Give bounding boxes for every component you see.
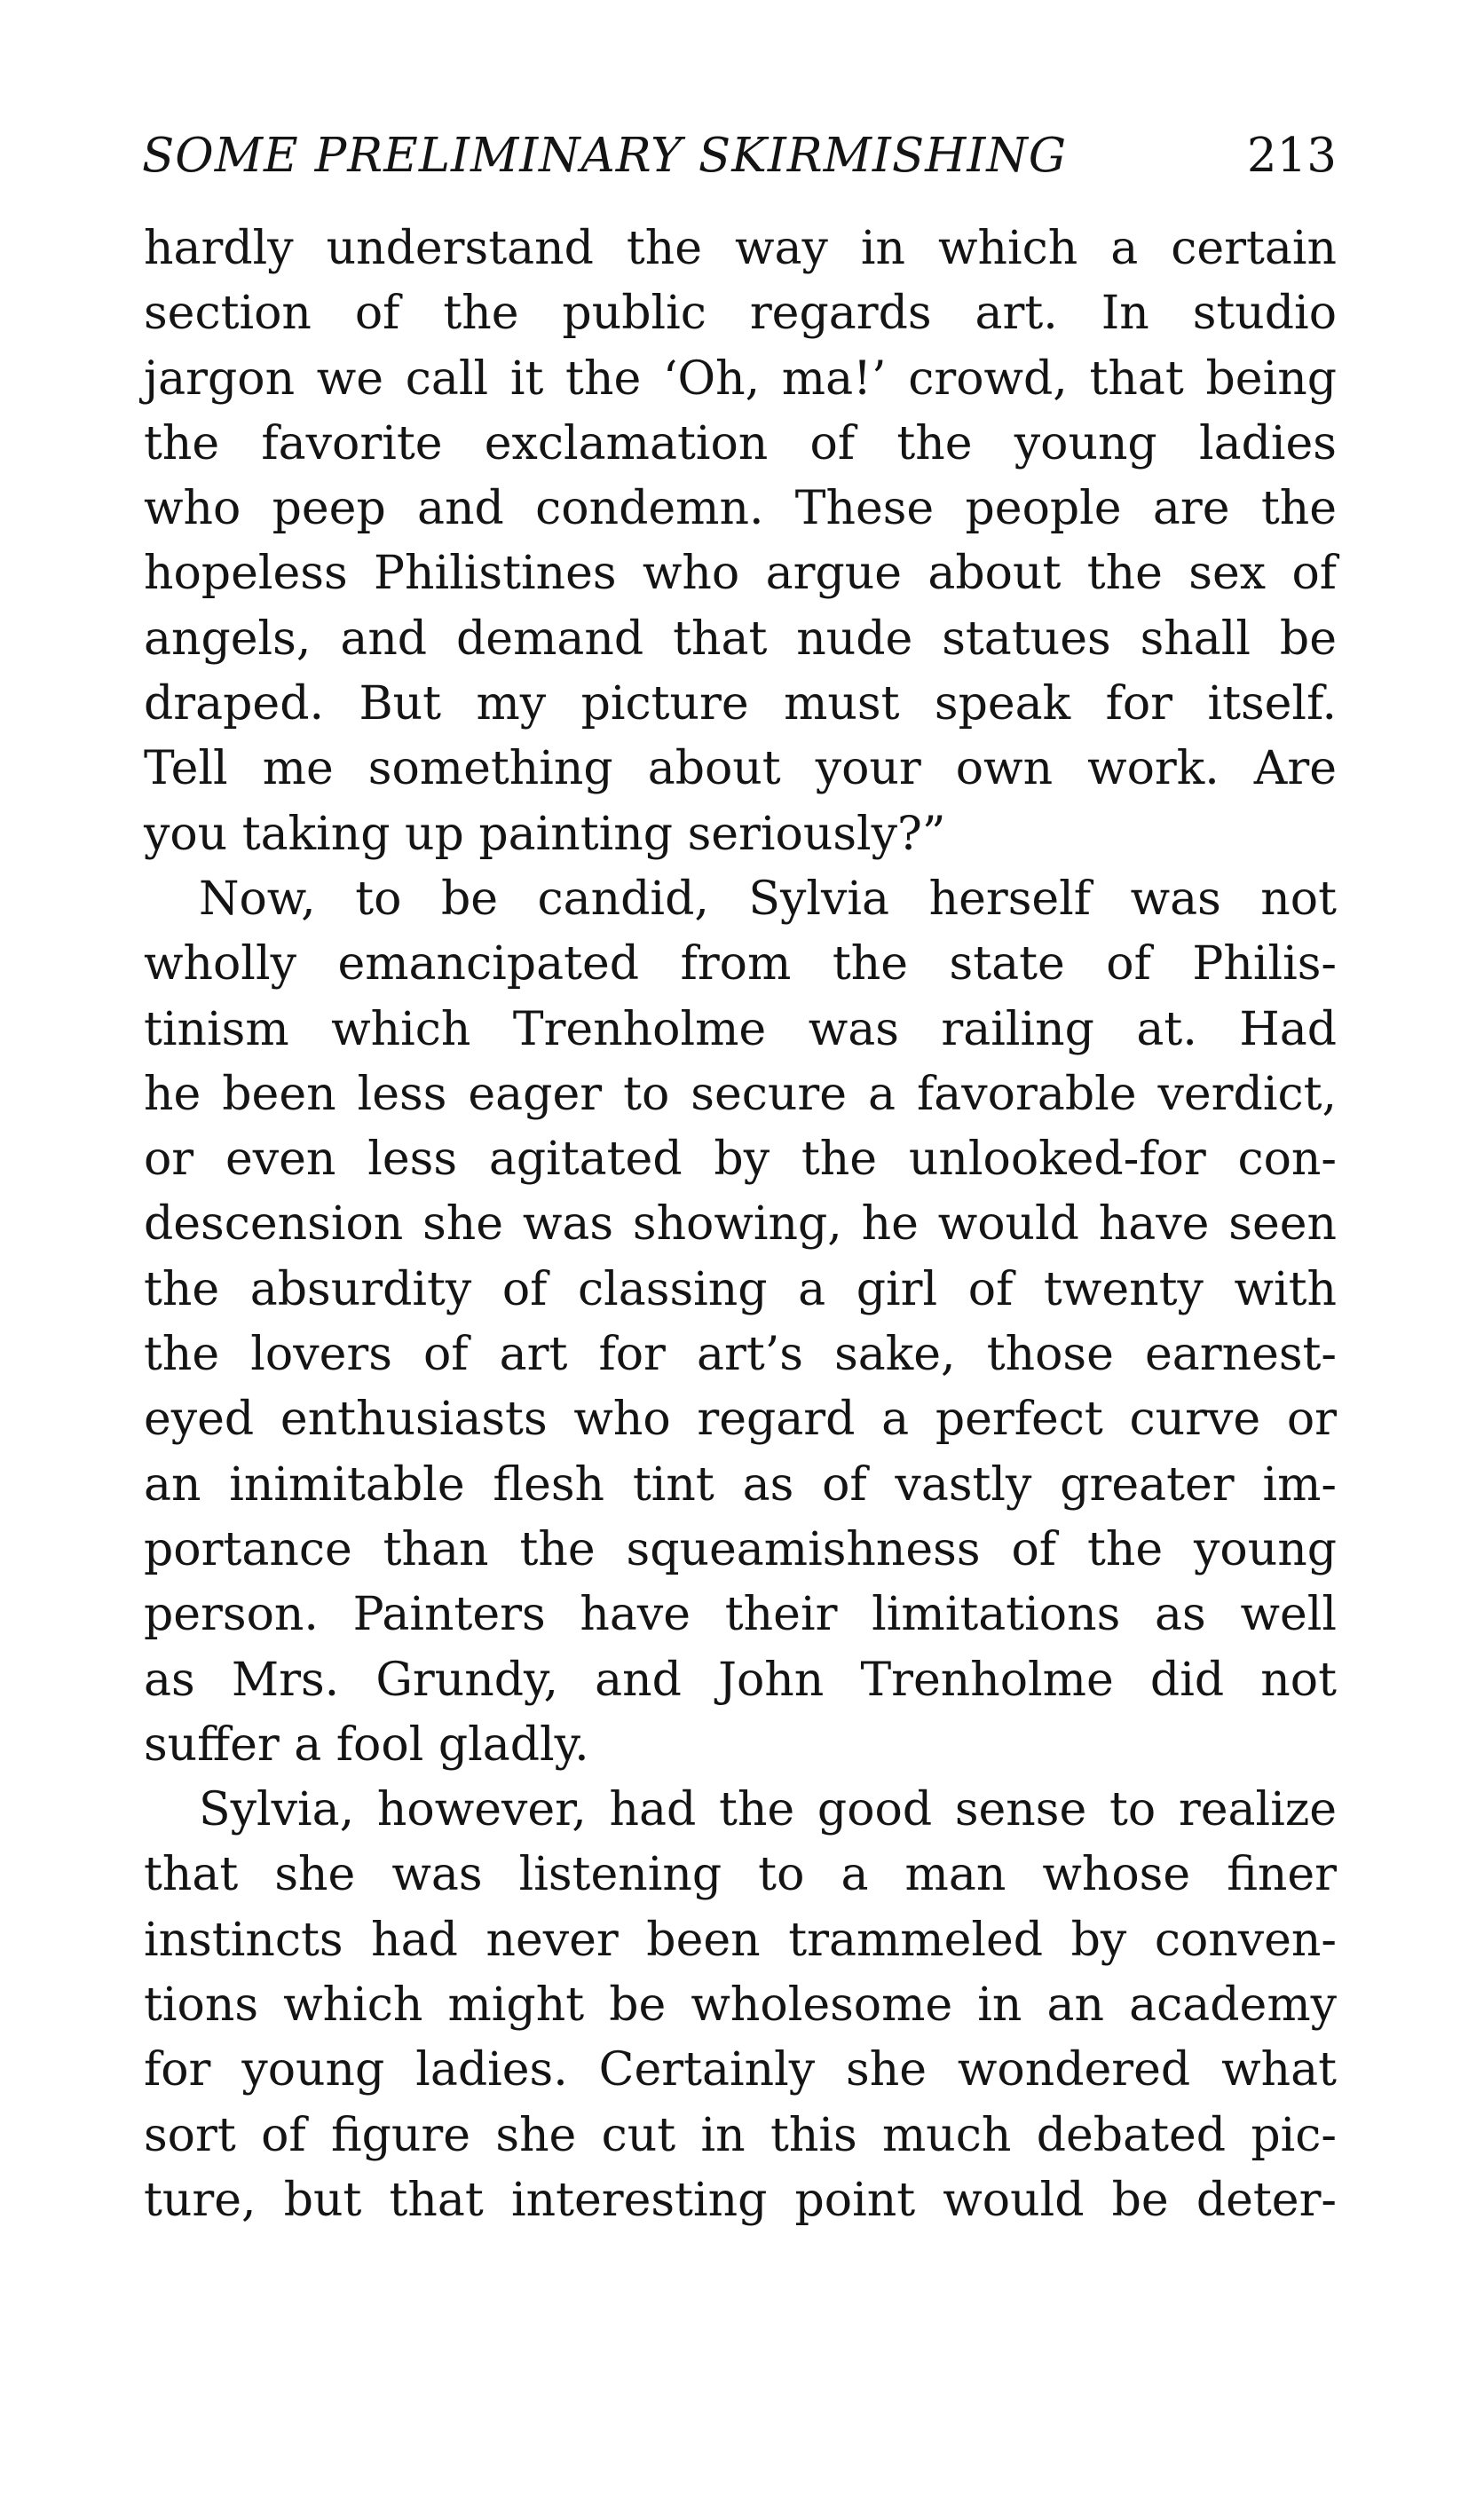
text-line: as Mrs. Grundy, and John Trenholme did not — [144, 1653, 1337, 1707]
text-line: person. Painters have their limitations as well — [144, 1588, 1337, 1642]
text-line: eyed enthusiasts who regard a perfect curve or — [144, 1393, 1337, 1447]
text-line: hardly understand the way in which a certain — [144, 222, 1337, 275]
body-text — [144, 217, 1337, 2233]
text-line: that she was listening to a man whose finer — [144, 1848, 1337, 1902]
text-line: the absurdity of classing a girl of twenty with — [144, 1262, 1337, 1316]
paragraph-start-line: Now, to be candid, Sylvia herself was not — [199, 872, 1337, 926]
text-line: sort of figure she cut in this much debated pic- — [144, 2108, 1337, 2162]
page-number: 213 — [1246, 129, 1337, 183]
text-line: wholly emancipated from the state of Philis- — [144, 937, 1337, 991]
text-line: instincts had never been trammeled by conven- — [144, 1913, 1337, 1967]
text-line: jargon we call it the ‘Oh, ma!’ crowd, that being — [144, 351, 1337, 406]
running-head — [142, 121, 1337, 192]
text-line: an inimitable flesh tint as of vastly greater im- — [144, 1457, 1337, 1512]
text-line: section of the public regards art. In studio — [144, 287, 1337, 341]
text-line: hopeless Philistines who argue about the sex of — [144, 547, 1337, 601]
text-line: tions which might be wholesome in an academy — [144, 1978, 1337, 2033]
text-line: portance than the squeamishness of the young — [144, 1522, 1337, 1576]
text-line: tinism which Trenholme was railing at. Had — [144, 1002, 1337, 1056]
paragraph-start-line: Sylvia, however, had the good sense to realize — [199, 1783, 1337, 1837]
text-line: the lovers of art for art’s sake, those earnest- — [144, 1328, 1337, 1382]
running-title: SOME PRELIMINARY SKIRMISHING — [142, 129, 1068, 183]
text-line: draped. But my picture must speak for itself. — [144, 677, 1337, 731]
text-line: suffer a fool gladly. — [144, 1718, 589, 1772]
text-line: or even less agitated by the unlooked-for con- — [144, 1133, 1337, 1187]
text-line: he been less eager to secure a favorable verdict, — [144, 1067, 1337, 1121]
text-line: descension she was showing, he would have seen — [144, 1197, 1337, 1252]
text-line: angels, and demand that nude statues shall be — [144, 612, 1337, 666]
text-line: you taking up painting seriously?” — [144, 807, 946, 861]
text-line: for young ladies. Certainly she wondered what — [144, 2043, 1337, 2097]
text-line: ture, but that interesting point would be deter- — [144, 2173, 1337, 2227]
text-line: Tell me something about your own work. Are — [144, 742, 1337, 796]
text-line: who peep and condemn. These people are the — [144, 482, 1337, 536]
text-line: the favorite exclamation of the young ladies — [144, 416, 1337, 470]
